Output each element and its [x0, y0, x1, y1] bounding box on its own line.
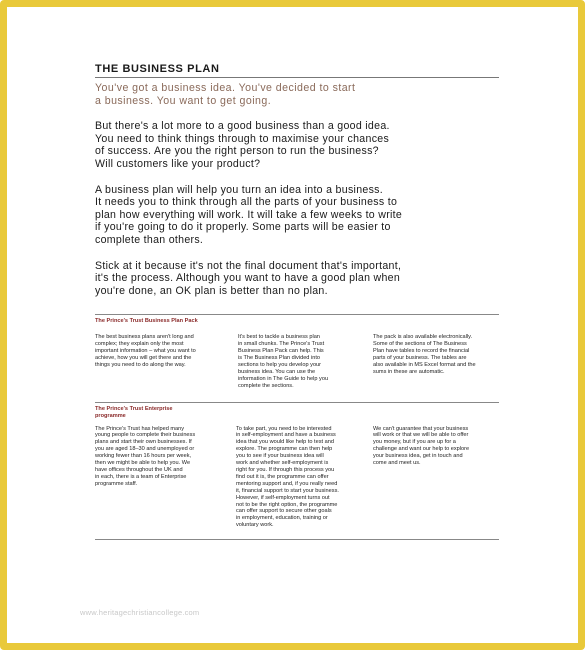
section-divider	[95, 402, 499, 403]
column-line: can offer support to secure other goals	[236, 508, 332, 515]
text-line: Will customers like your product?	[95, 157, 261, 170]
intro-text	[95, 82, 499, 107]
column-line: explore. The programme can then help	[236, 446, 333, 453]
column-line: you to see if your business idea will	[236, 453, 324, 460]
column-line: complex; they explain only the most	[95, 341, 184, 348]
section-columns	[95, 334, 499, 389]
column-line: challenge and want our help to explore	[373, 446, 470, 453]
column-line: programme staff.	[95, 480, 138, 487]
text-line: But there's a lot more to a good business than a good idea.	[95, 120, 390, 133]
paragraph-3	[95, 260, 499, 298]
column-line: Plan have tables to record the financial	[373, 348, 470, 355]
text-line: if you're going to do it properly. Some parts will be easier to	[95, 221, 391, 234]
heading-line: programme	[95, 412, 126, 419]
page-title: THE BUSINESS PLAN	[95, 63, 499, 78]
column-line: also available in MS Excel format and the	[373, 361, 476, 368]
column-line: come and meet us.	[373, 460, 421, 467]
text-line: it's the process. Although you want to have a good plan when	[95, 272, 401, 285]
column-line: mentoring support and, if you really need	[236, 480, 338, 487]
column-line: will work or that we will be able to offer	[373, 432, 469, 439]
column-line: important information – what you want to	[95, 348, 196, 355]
column-line: achieve, how you will get there and the	[95, 355, 192, 362]
text-line: plan how everything will work. It will take a few weeks to write	[95, 208, 403, 221]
column-line: young people to complete their business	[95, 432, 196, 439]
watermark: www.heritagechristiancollege.com	[80, 608, 200, 617]
column-line: It's best to tackle a business plan	[238, 334, 320, 341]
column-line: in employment, education, training or	[236, 515, 328, 522]
section-heading-enterprise-programme	[95, 406, 499, 420]
column-line: working fewer than 16 hours per week,	[95, 453, 192, 460]
column-line: plans and start their own businesses. If	[95, 439, 192, 446]
column-line: in small chunks. The Prince's Trust	[238, 341, 325, 348]
intro-line: You've got a business idea. You've decided to start	[95, 82, 356, 94]
column-line: information in The Guide to help you	[238, 375, 329, 382]
column-line: However, if self-employment turns out	[236, 494, 330, 501]
column-line: it, financial support to start your business.	[236, 487, 339, 494]
column-line: parts of your business. The tables are	[373, 355, 467, 362]
text-line: It needs you to think through all the parts of your business to	[95, 196, 398, 209]
column-line: idea that you would like help to test and	[236, 439, 334, 446]
column-line: To take part, you need to be interested	[236, 425, 332, 432]
column-3	[373, 426, 499, 530]
column-line: right for you. If through this process you	[236, 467, 335, 473]
text-line: A business plan will help you turn an idea into a business.	[95, 183, 384, 196]
column-line: your business idea, get in touch and	[373, 453, 463, 460]
column-1	[95, 426, 225, 530]
column-line: The Prince's Trust has helped many	[95, 425, 185, 432]
column-line: you are aged 18–30 and unemployed or	[95, 446, 195, 453]
column-3	[373, 334, 499, 389]
heading-line: The Prince's Trust Enterprise	[95, 405, 173, 412]
column-line: sums in these are automatic.	[373, 368, 445, 375]
intro-line: a business. You want to get going.	[95, 94, 272, 107]
column-line: you money, but if you are up for a	[373, 439, 456, 446]
section-columns	[95, 426, 499, 530]
paragraph-2	[95, 184, 499, 247]
column-line: not to be the right option, the programme	[236, 501, 338, 508]
column-line: is The Business Plan divided into	[238, 355, 320, 362]
column-line: voluntary work.	[236, 522, 274, 529]
column-line: Business Plan Pack can help. This	[238, 348, 324, 355]
column-line: then we might be able to help you. We	[95, 460, 191, 467]
document-page	[7, 7, 578, 643]
text-line: You need to think things through to maximise your chances	[95, 132, 390, 145]
column-line: have offices throughout the UK and	[95, 467, 183, 473]
column-line: Some of the sections of The Business	[373, 341, 467, 348]
text-line: Stick at it because it's not the final document that's important,	[95, 259, 402, 272]
text-line: of success. Are you the right person to run the business?	[95, 145, 379, 158]
column-line: sections to help you develop your	[238, 361, 322, 368]
column-1	[95, 334, 223, 389]
paragraph-1	[95, 120, 499, 170]
column-line: things you need to do along the way.	[95, 361, 186, 368]
column-line: complete the sections.	[238, 382, 294, 389]
column-2	[236, 426, 362, 530]
text-line: you're done, an OK plan is better than no plan.	[95, 284, 328, 297]
column-line: in self-employment and have a business	[236, 432, 336, 439]
column-line: We can't guarantee that your business	[373, 425, 469, 432]
text-line: complete than others.	[95, 233, 204, 246]
column-2	[238, 334, 358, 389]
document-content	[95, 63, 499, 540]
column-line: work and whether self-employment is	[236, 460, 329, 467]
section-divider	[95, 539, 499, 540]
column-line: in each, there is a team of Enterprise	[95, 473, 187, 480]
section-divider	[95, 314, 499, 315]
section-heading-business-plan-pack: The Prince's Trust Business Plan Pack	[95, 318, 198, 325]
column-line: The best business plans aren't long and	[95, 334, 194, 341]
column-line: business idea. You can use the	[238, 368, 316, 375]
column-line: The pack is also available electronically.	[373, 334, 473, 341]
column-line: find out it is, the programme can offer	[236, 473, 329, 480]
